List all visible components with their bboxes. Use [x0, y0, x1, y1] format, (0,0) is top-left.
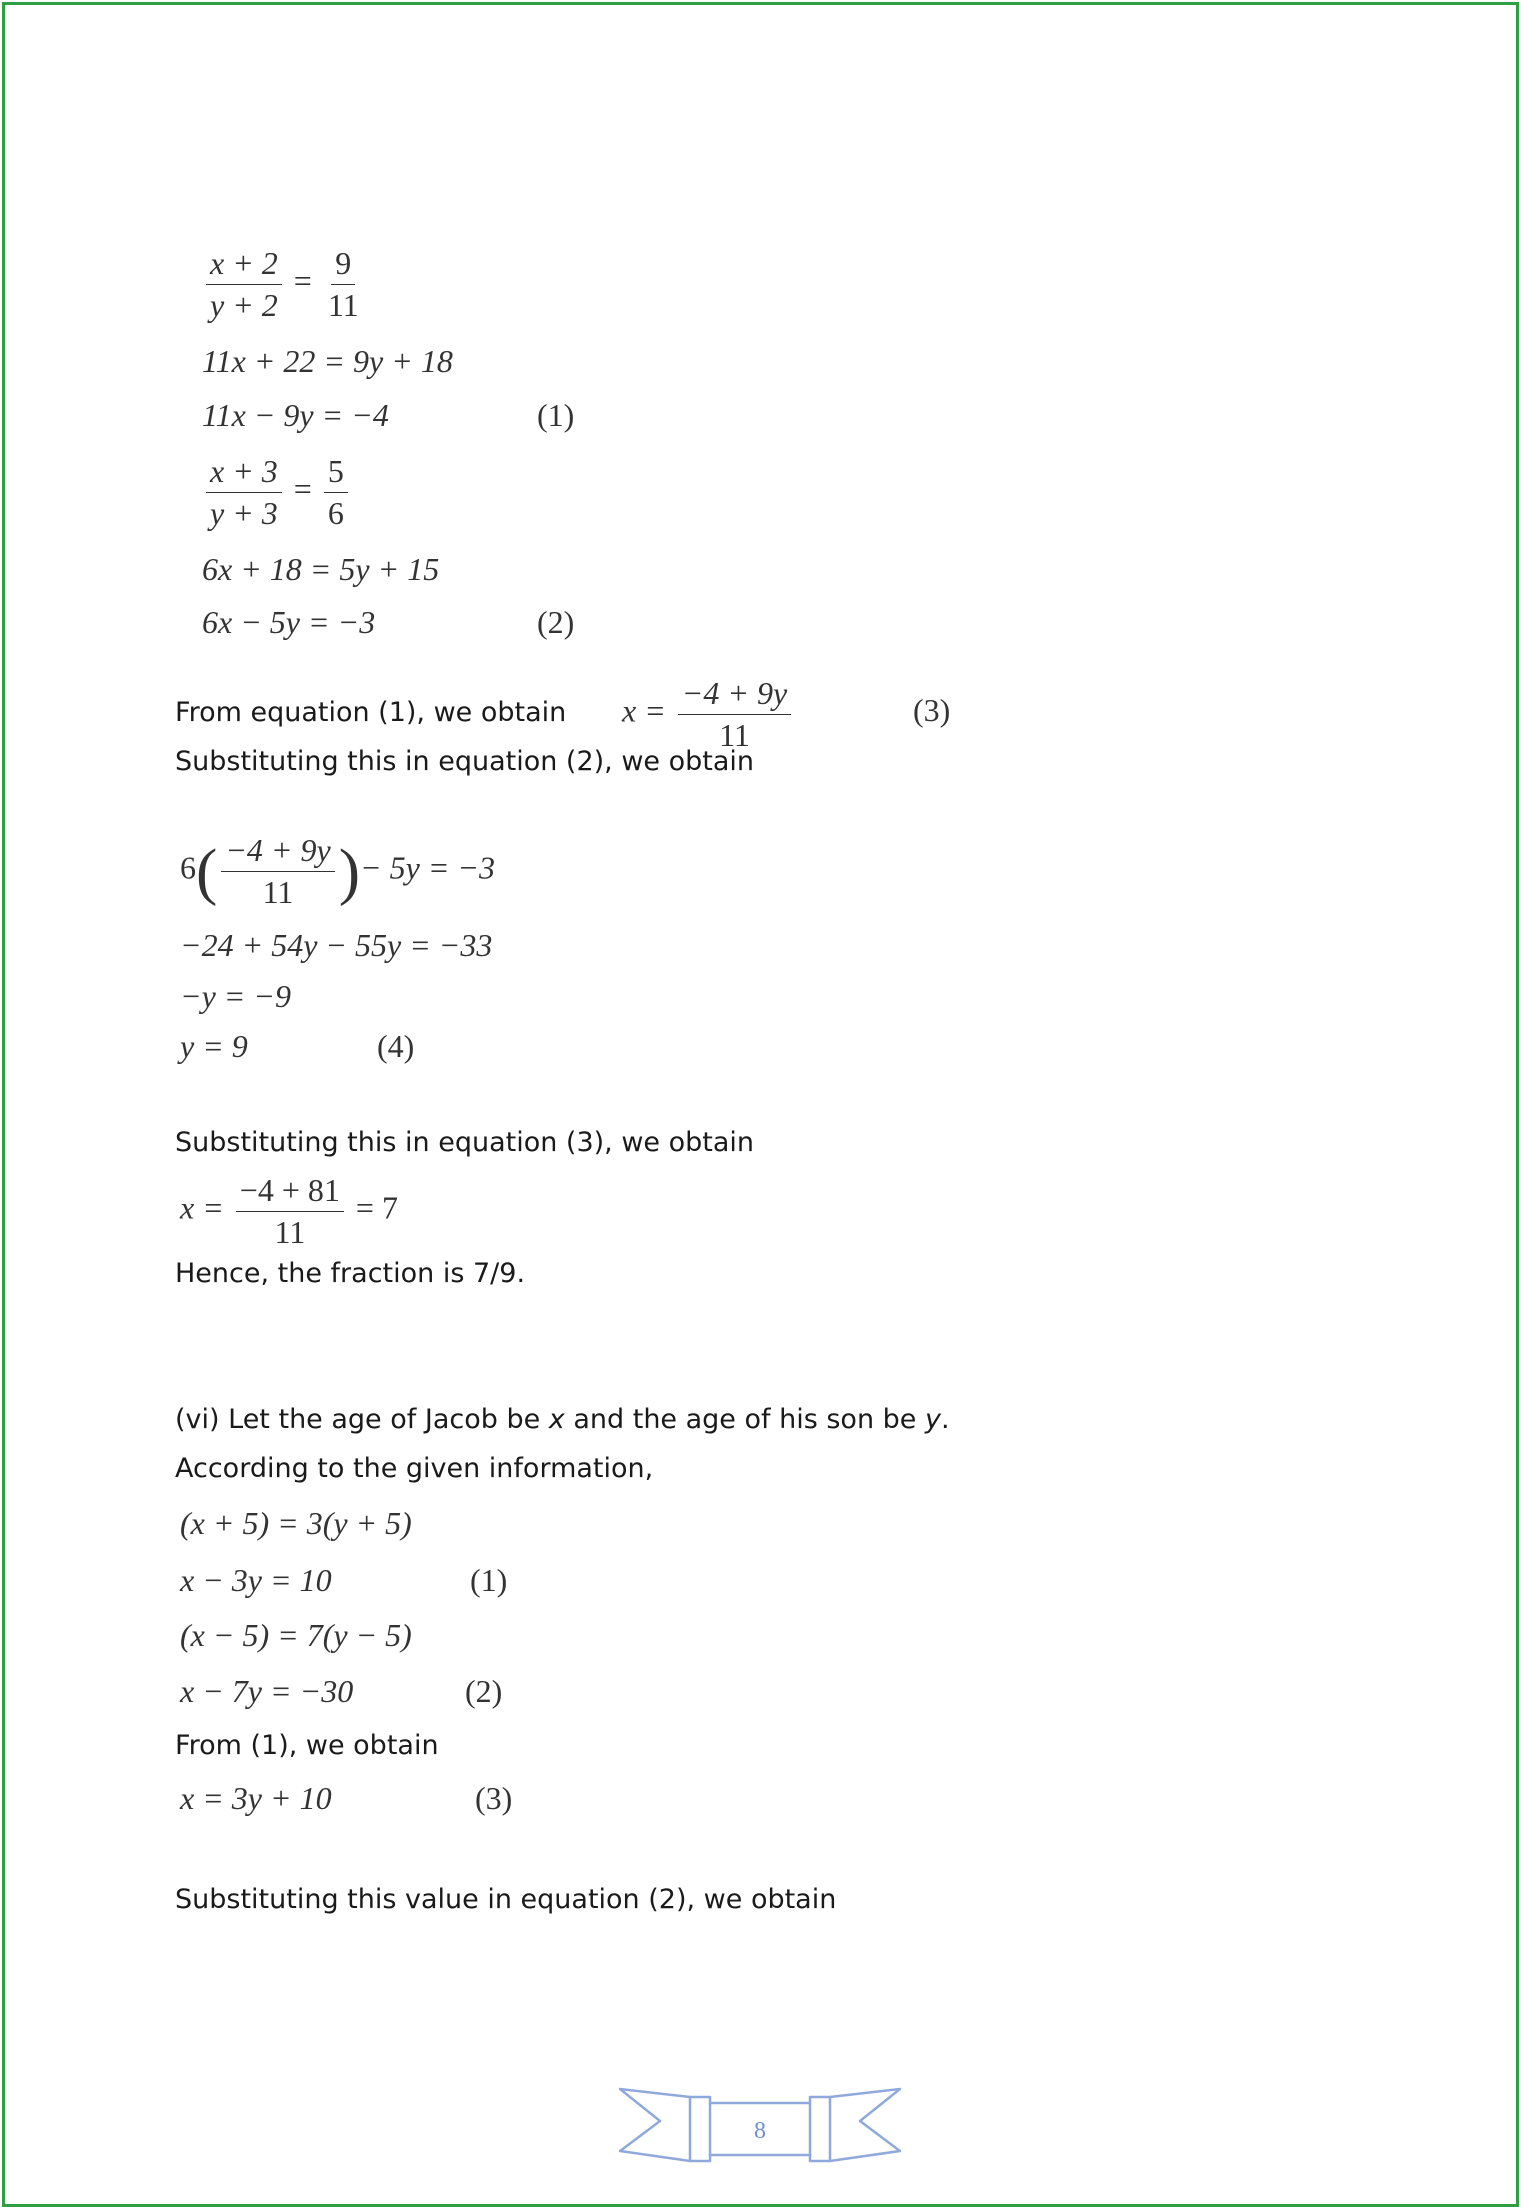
equation-tag: (1) — [470, 1562, 508, 1598]
equation-tag: (1) — [537, 397, 575, 433]
equation-line: y = 9 — [180, 1028, 248, 1064]
text-fragment: (vi) Let the age of Jacob be — [175, 1404, 549, 1435]
equation-substitution: 6( $\frac{-4 + 9y}{11}$ )− 5y = −3 — [180, 832, 495, 910]
body-text — [175, 1404, 950, 1435]
fraction-numerator: 5 — [324, 453, 348, 493]
equation-tag: (4) — [377, 1028, 415, 1064]
fraction-numerator: 9 — [331, 245, 355, 285]
fraction-denominator: 11 — [274, 1213, 306, 1250]
equation-tag: (3) — [475, 1780, 513, 1816]
page-footer — [615, 2085, 905, 2165]
equation-line: x − 7y = −30 — [180, 1673, 354, 1709]
equation-tag: (3) — [913, 692, 951, 728]
equation-rhs: = 7 — [355, 1189, 398, 1226]
equation-fraction-1: $\frac{x + 2}{y + 2}$ = $\frac{9}{11}$ — [202, 245, 367, 324]
body-text: Substituting this in equation (3), we obtain — [175, 1127, 755, 1158]
text-fragment: . — [940, 1404, 950, 1435]
fraction-denominator: 6 — [327, 494, 344, 531]
fraction-numerator: −4 + 9y — [221, 832, 334, 872]
equation-line: (x + 5) = 3(y + 5) — [180, 1505, 412, 1541]
equation-rest: − 5y = −3 — [360, 849, 495, 886]
equation-line: x − 3y = 10 — [180, 1562, 332, 1598]
equation-line: −24 + 54y − 55y = −33 — [180, 927, 493, 963]
equation-lhs: x = — [180, 1189, 224, 1226]
body-text: Substituting this value in equation (2), we obtain — [175, 1884, 837, 1915]
text-fragment: and the age of his son be — [564, 1404, 925, 1435]
equation-x-value — [180, 1172, 398, 1251]
equation-x-fraction — [622, 675, 795, 754]
equation-line: 11x + 22 = 9y + 18 — [202, 343, 453, 379]
page-border — [2, 2, 1519, 2207]
body-text: Substituting this in equation (2), we obtain — [175, 746, 755, 777]
fraction-numerator: −4 + 9y — [678, 675, 791, 715]
equation-line: 11x − 9y = −4 — [202, 397, 389, 433]
equation-line: x = 3y + 10 — [180, 1780, 332, 1816]
equation-lhs: x = — [622, 692, 666, 729]
fraction-denominator: 11 — [327, 286, 359, 323]
equation-fraction-2: $\frac{x + 3}{y + 3}$ = $\frac{5}{6}$ — [202, 453, 352, 532]
fraction-denominator: 11 — [719, 716, 750, 753]
fraction-denominator: 11 — [262, 873, 294, 910]
fraction-denominator: y + 2 — [210, 286, 278, 323]
fraction-denominator: y + 3 — [210, 494, 278, 531]
equation-tag: (2) — [465, 1673, 503, 1709]
equation-line: −y = −9 — [180, 978, 291, 1014]
equation-line: (x − 5) = 7(y − 5) — [180, 1617, 412, 1653]
fraction-numerator: −4 + 81 — [236, 1172, 344, 1212]
equation-tag: (2) — [537, 604, 575, 640]
body-text: From equation (1), we obtain — [175, 697, 567, 728]
body-text: Hence, the fraction is 7/9. — [175, 1258, 526, 1289]
fraction-numerator: x + 2 — [206, 245, 282, 285]
equation-line: 6x + 18 = 5y + 15 — [202, 551, 440, 587]
equation-line: 6x − 5y = −3 — [202, 604, 376, 640]
body-text: According to the given information, — [175, 1453, 654, 1484]
variable-x: x — [548, 1404, 565, 1435]
body-text: From (1), we obtain — [175, 1730, 439, 1761]
variable-y: y — [924, 1404, 941, 1435]
equation-coefficient: 6 — [180, 849, 196, 886]
fraction-numerator: x + 3 — [206, 453, 282, 493]
page-number: 8 — [754, 2118, 766, 2144]
